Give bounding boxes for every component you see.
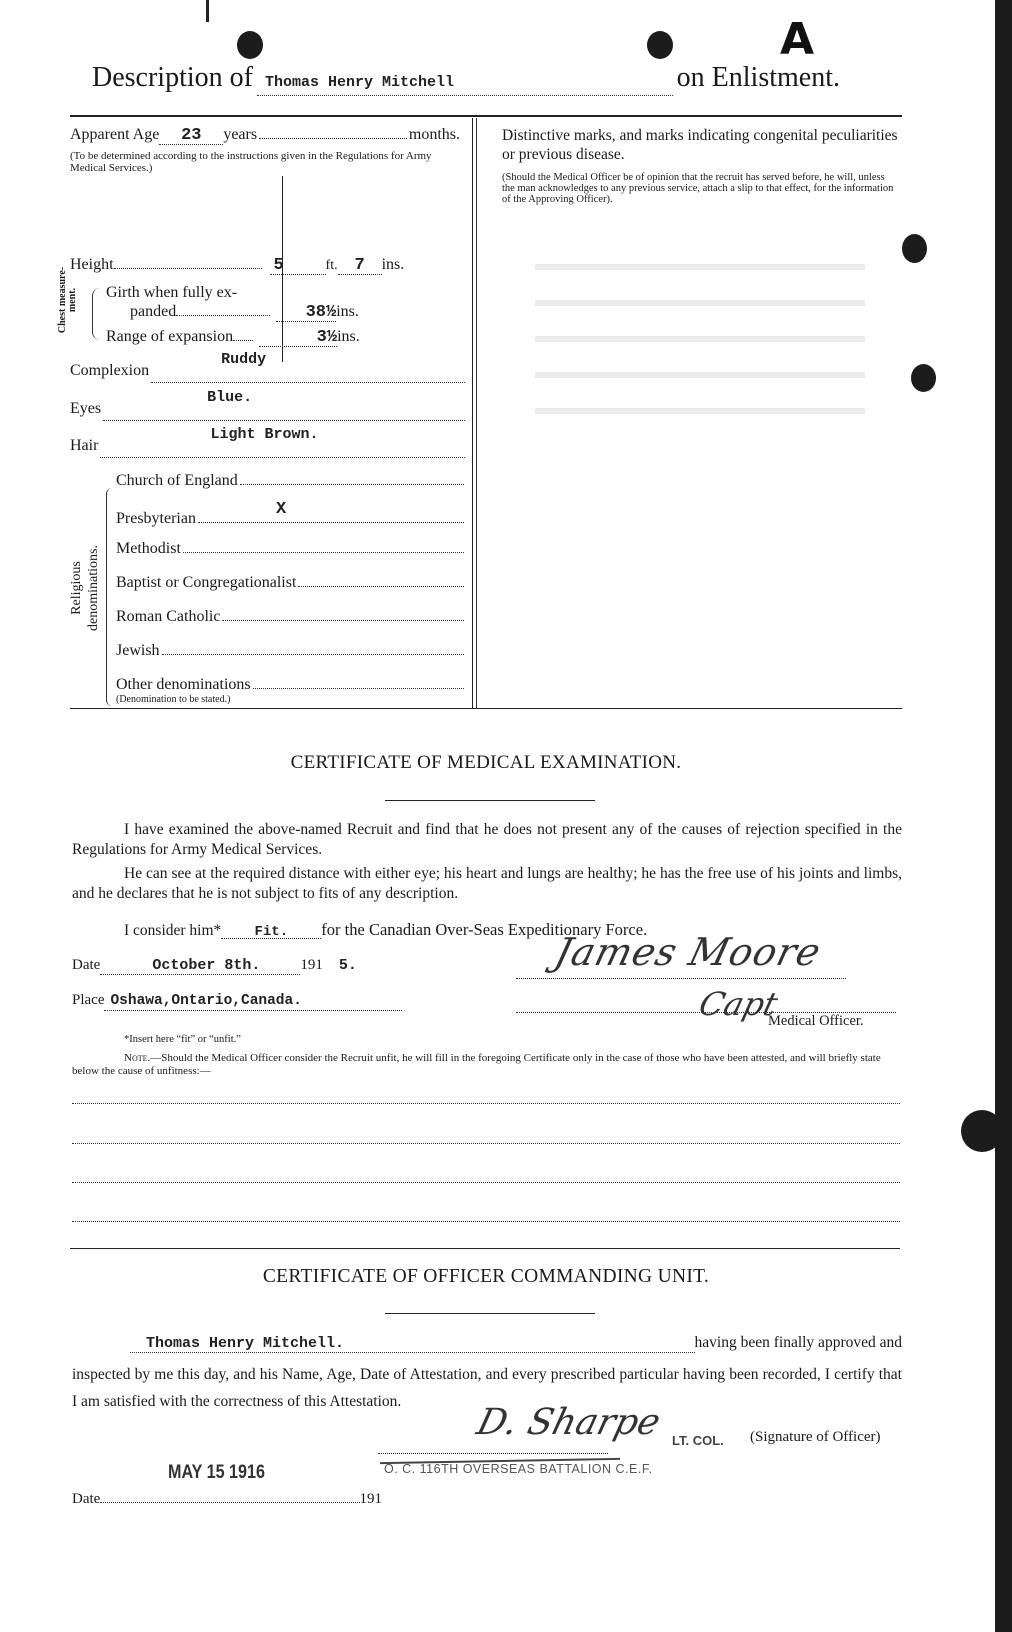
hair-value: Light Brown. — [210, 426, 319, 443]
complexion-label: Complexion — [70, 362, 150, 379]
religion-label-roman-catholic: Roman Catholic — [116, 608, 221, 625]
religion-field — [222, 606, 464, 621]
religion-field — [253, 674, 464, 689]
unfit-note — [72, 1052, 902, 1078]
religion-label-presbyterian: Presbyterian — [116, 510, 196, 527]
punch-hole — [961, 1110, 1003, 1152]
religion-mark-presbyterian: X — [275, 500, 287, 519]
commanding-officer-signature: D. Sharpe — [472, 1402, 665, 1443]
recruit-name: Thomas Henry Mitchell — [264, 74, 454, 91]
distinctive-marks-title: Distinctive marks, and marks indicating congenital peculiarities or previous disease. — [502, 127, 898, 163]
religion-row — [116, 674, 464, 694]
exam-date-label: Date — [72, 957, 101, 973]
bleed-through-marks — [535, 250, 865, 430]
exam-year-prefix: 191 — [300, 957, 323, 973]
header-rule — [70, 115, 902, 117]
denomination-note: (Denomination to be stated.) — [116, 694, 231, 705]
complexion-field — [151, 351, 465, 383]
religion-field — [183, 538, 464, 553]
section-rule — [70, 1248, 900, 1249]
religion-label-church-of-england: Church of England — [116, 472, 238, 489]
fitness-field — [221, 922, 321, 939]
height-label: Height — [70, 256, 114, 273]
medical-signature-line-1 — [516, 978, 846, 979]
ft-label: ft. — [325, 258, 338, 273]
range-row — [106, 326, 430, 347]
commanding-recruit-field — [130, 1334, 695, 1353]
commanding-para-line-1 — [130, 1334, 902, 1353]
eyes-field — [103, 389, 465, 421]
religion-label-other: Other denominations — [116, 676, 251, 693]
punch-hole — [902, 234, 927, 263]
hair-label: Hair — [70, 437, 99, 454]
commanding-rank-stamp: LT. COL. — [672, 1433, 724, 1448]
medical-para-2: He can see at the required distance with either eye; his heart and lungs are healthy; he has the free use of his joints and limbs, and he declares that he is not subject to fits of any description. — [72, 865, 902, 902]
religion-label-baptist: Baptist or Congregationalist — [116, 574, 297, 591]
medical-officer-label: Medical Officer. — [768, 1013, 864, 1029]
eyes-row — [70, 389, 465, 421]
religion-row — [116, 572, 464, 606]
years-label: years — [223, 126, 258, 143]
commanding-title-rule — [385, 1313, 595, 1314]
religion-field — [162, 640, 464, 655]
religion-row — [116, 500, 464, 538]
commanding-para-rest: inspected by me this day, and his Name, Age, Date of Attestation, and every prescribed particular having been recorded, I certify that I am satisfied with the correctness of this Attestation. — [72, 1366, 902, 1410]
punch-hole — [237, 31, 263, 59]
girth-ins-label: ins. — [336, 303, 359, 320]
eyes-label: Eyes — [70, 400, 102, 417]
eyes-value: Blue. — [207, 389, 253, 406]
medical-officer-rank: Capt — [695, 985, 782, 1023]
religion-list — [116, 470, 464, 706]
religion-label-methodist: Methodist — [116, 540, 181, 557]
exam-year-suffix: 5. — [338, 957, 357, 974]
punch-hole — [911, 364, 936, 392]
consider-prefix: I consider him* — [124, 922, 222, 939]
medical-officer-signature: James Moore — [550, 930, 826, 974]
religion-label: Religious denominations. — [69, 545, 101, 631]
religion-field — [198, 500, 464, 523]
punch-hole — [647, 31, 673, 59]
chest-brace — [92, 288, 101, 340]
age-years-field — [159, 126, 223, 145]
medical-certificate-title: CERTIFICATE OF MEDICAL EXAMINATION. — [290, 752, 682, 773]
height-ft-value: 5 — [273, 256, 284, 275]
unfitness-line[interactable] — [72, 1103, 900, 1104]
girth-row — [130, 301, 430, 322]
girth-leader — [176, 301, 270, 316]
hair-field — [100, 426, 465, 458]
height-row — [70, 254, 465, 275]
commanding-date-row — [72, 1488, 382, 1508]
range-value: 3½ — [316, 328, 338, 347]
commanding-certificate-title: CERTIFICATE OF OFFICER COMMANDING UNIT. — [262, 1266, 710, 1287]
consider-suffix: for the Canadian Over-Seas Expeditionary Force. — [321, 920, 648, 939]
chest-label: Chest measure-ment. — [57, 266, 78, 334]
title-prefix: Description of — [92, 62, 253, 93]
girth-label-1: Girth when fully ex- — [106, 284, 238, 301]
medical-para-1: I have examined the above-named Recruit and find that he does not present any of the causes of rejection specified in the Regulations for Army Medical Services. — [72, 821, 902, 858]
height-ft-field — [270, 256, 326, 275]
apparent-age-row — [70, 124, 460, 145]
unfit-note-text: —Should the Medical Officer consider the Recruit unfit, he will fill in the foregoing Certificate only in the case of those who have been attested, and will briefly state below the cause of unfitness:— — [72, 1052, 881, 1077]
age-months-field — [259, 124, 407, 139]
commanding-date-field[interactable] — [100, 1488, 359, 1503]
girth-value: 38½ — [305, 303, 337, 322]
unit-stamp: O. C. 116TH OVERSEAS BATTALION C.E.F. — [384, 1462, 653, 1476]
religion-row — [116, 606, 464, 640]
commanding-signature-line — [378, 1453, 608, 1454]
signature-of-officer-label: (Signature of Officer) — [750, 1429, 881, 1445]
exam-date-row — [72, 957, 482, 975]
exam-place-row — [72, 992, 402, 1011]
commanding-recruit-name: Thomas Henry Mitchell. — [146, 1335, 345, 1352]
ins-label: ins. — [381, 256, 405, 273]
religion-row — [116, 538, 464, 572]
commanding-date-label: Date — [72, 1491, 101, 1507]
column-divider — [472, 118, 473, 708]
medical-title-rule — [385, 800, 595, 801]
girth-label-2: panded — [130, 303, 177, 320]
girth-field — [276, 303, 336, 322]
height-leader — [114, 254, 262, 269]
complexion-value: Ruddy — [221, 351, 267, 368]
exam-date-field — [100, 957, 300, 975]
fitness-value: Fit. — [254, 924, 289, 940]
exam-place-label: Place — [72, 992, 105, 1008]
pen-stroke — [206, 0, 209, 22]
exam-place-field — [104, 992, 402, 1011]
age-note: (To be determined according to the instructions given in the Regulations for Army Medical Services.) — [70, 150, 432, 174]
months-label: months. — [408, 126, 460, 143]
corner-mark: A — [780, 14, 815, 65]
unfitness-line[interactable] — [72, 1143, 900, 1144]
document-title — [92, 62, 840, 94]
unfitness-line[interactable] — [72, 1221, 900, 1222]
range-label: Range of expansion — [106, 328, 234, 345]
unfit-note-label: Note. — [124, 1052, 151, 1064]
title-suffix: on Enlistment. — [676, 62, 840, 93]
range-leader — [233, 326, 253, 341]
religion-field — [240, 470, 464, 485]
range-field — [259, 328, 337, 347]
religion-row — [116, 640, 464, 674]
height-in-value: 7 — [354, 256, 365, 275]
commanding-year-label: 191 — [359, 1491, 382, 1507]
insert-note: *Insert here “fit” or “unfit.” — [124, 1034, 241, 1045]
scan-border — [995, 0, 1012, 1632]
religion-field — [298, 572, 464, 587]
section-rule — [70, 708, 902, 709]
age-years-value: 23 — [181, 126, 202, 145]
date-stamp: MAY 15 1916 — [168, 1462, 265, 1483]
recruit-name-field — [257, 73, 673, 96]
religion-label-jewish: Jewish — [116, 642, 160, 659]
hair-row — [70, 426, 465, 458]
commanding-para-line-1-suffix: having been finally approved and — [694, 1334, 902, 1351]
religion-brace — [106, 488, 113, 706]
distinctive-marks-note: (Should the Medical Officer be of opinion that the recruit has served before, he will, unless the man acknowledges to any previous service, attach a slip to that effect, for the information of the Approving Officer). — [502, 172, 894, 205]
apparent-age-label: Apparent Age — [70, 126, 160, 143]
exam-place-value: Oshawa,Ontario,Canada. — [110, 993, 302, 1009]
religion-row — [116, 470, 464, 504]
unfitness-line[interactable] — [72, 1182, 900, 1183]
column-divider-inner — [476, 118, 477, 708]
exam-date-value: October 8th. — [152, 957, 261, 974]
complexion-row — [70, 351, 465, 383]
height-in-field — [338, 256, 382, 275]
range-ins-label: ins. — [337, 328, 360, 345]
